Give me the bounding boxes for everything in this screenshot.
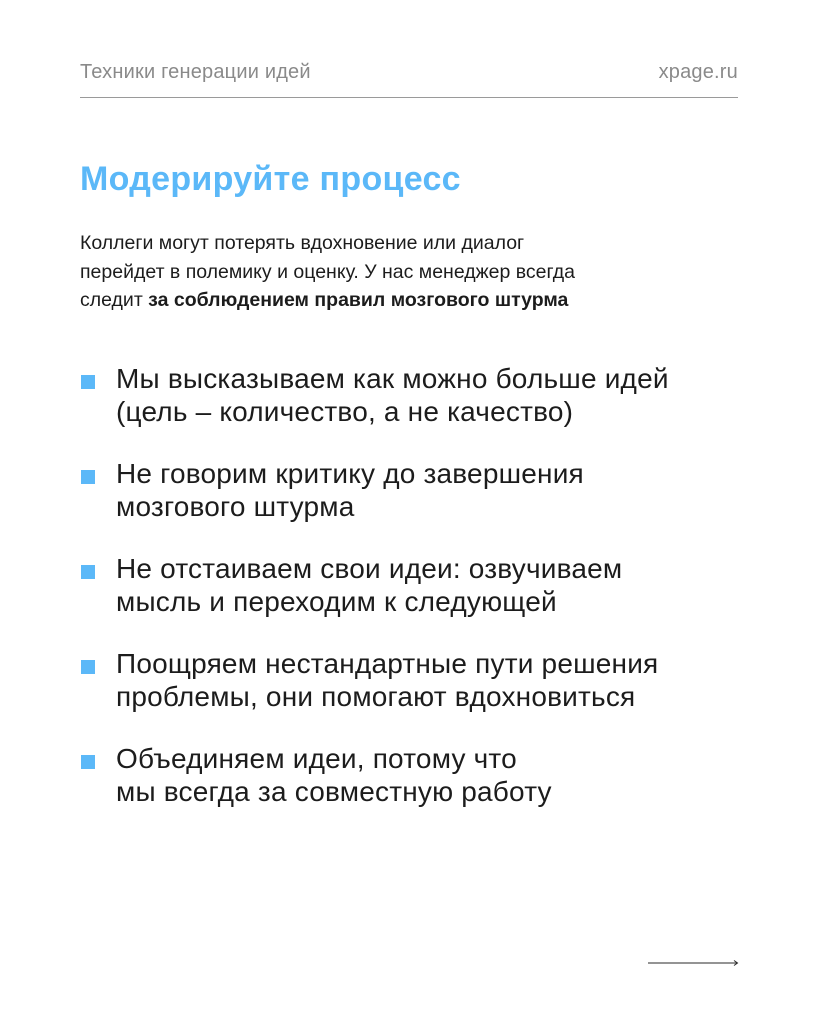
header-site-link[interactable]: xpage.ru (658, 61, 738, 83)
page-header (80, 60, 738, 98)
rule-text-line-1: Мы высказываем как можно больше идей (116, 363, 669, 394)
rule-text-line-1: Поощряем нестандартные пути решения (116, 648, 659, 679)
rule-item (80, 647, 760, 713)
rule-text-line-2: проблемы, они помогают вдохновиться (116, 681, 636, 712)
rule-text-line-2: (цель – количество, а не качество) (116, 396, 574, 427)
rule-text-line-1: Не говорим критику до завершения (116, 458, 584, 489)
square-bullet-icon (81, 565, 95, 579)
rule-item (80, 457, 760, 523)
intro-line-2: перейдет в полемику и оценку. У нас менеджер всегда (80, 260, 575, 283)
page-title: Модерируйте процесс (80, 160, 461, 198)
square-bullet-icon (81, 375, 95, 389)
rule-item (80, 362, 760, 428)
rule-item (80, 552, 760, 618)
intro-line-1: Коллеги могут потерять вдохновение или диалог (80, 232, 525, 254)
intro-line-3: следит (80, 289, 149, 311)
next-slide-arrow-icon[interactable] (648, 956, 740, 970)
square-bullet-icon (81, 470, 95, 484)
square-bullet-icon (81, 660, 95, 674)
intro-highlight: за соблюдением правил мозгового штурма (148, 289, 569, 311)
rule-text-line-1: Не отстаиваем свои идеи: озвучиваем (116, 553, 623, 584)
intro-paragraph (80, 229, 720, 315)
rule-text-line-2: мозгового штурма (116, 491, 355, 522)
rule-item (80, 742, 760, 808)
rule-text-line-2: мысль и переходим к следующей (116, 586, 557, 617)
rule-text-line-2: мы всегда за совместную работу (116, 776, 552, 807)
header-topic: Техники генерации идей (80, 61, 311, 83)
rules-list (80, 362, 760, 837)
rule-text-line-1: Объединяем идеи, потому что (116, 743, 517, 774)
square-bullet-icon (81, 755, 95, 769)
